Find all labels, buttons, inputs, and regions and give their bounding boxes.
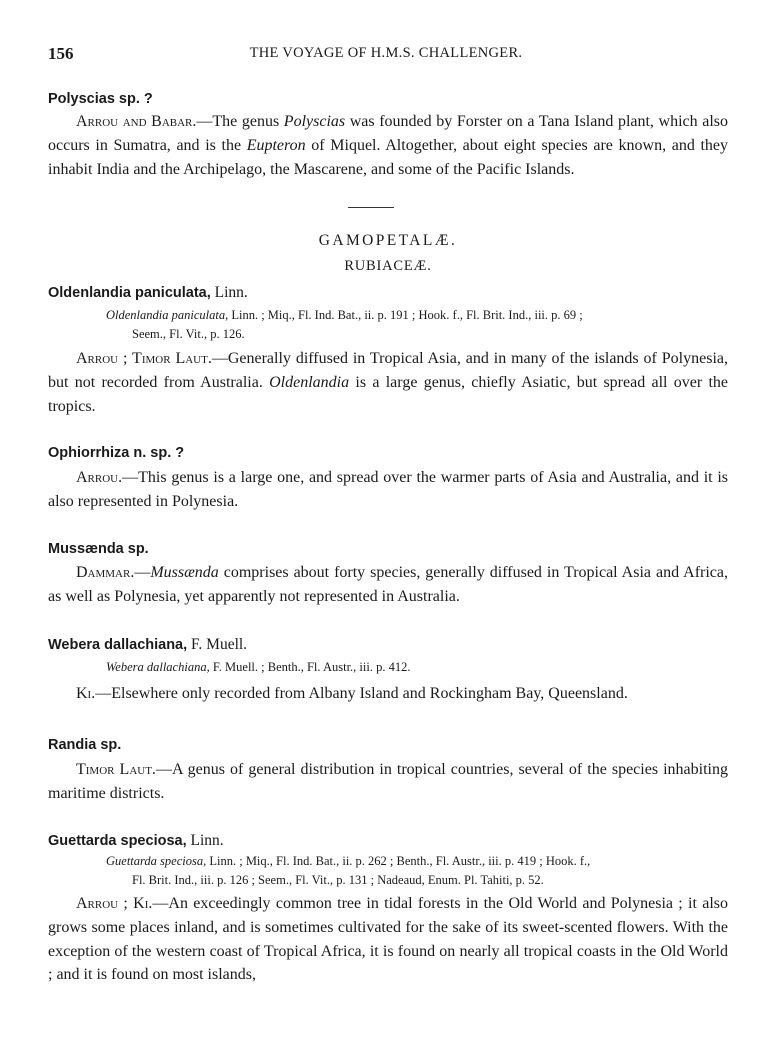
synonymy-oldenlandia: Oldenlandia paniculata, Linn. ; Miq., Fl. Ind. Bat., ii. p. 191 ; Hook. f., Fl. Brit. Ind., iii. p. 69 ; Seem., Fl. Vit., p. 126.: [106, 308, 583, 341]
paragraph-guettarda: Arrou ; Ki.—An exceedingly common tree in tidal forests in the Old World and Polynesia ; it also grows some places inland, and is sometimes cultivated for the sake of its sweet-scented flowers. With the exception of the western coast of Tropical Africa, it is found on nearly all tropical coasts in the Old World ; and it is found on most islands,: [48, 895, 728, 984]
paragraph-oldenlandia: Arrou ; Timor Laut.—Generally diffused in Tropical Asia, and in many of the islands of Polynesia, but not recorded from Australia. Oldenlandia is a large genus, chiefly Asiatic, but spread all over the tropics.: [48, 350, 729, 415]
species-heading-polyscias: Polyscias sp. ?: [48, 91, 153, 107]
running-header: [48, 44, 728, 66]
running-title: THE VOYAGE OF H.M.S. CHALLENGER.: [249, 45, 523, 61]
paragraph-mussaenda: Dammar.—Mussænda comprises about forty species, generally diffused in Tropical Asia and Africa, as well as Polynesia, yet apparently not represented in Australia.: [48, 564, 728, 605]
paragraph-ophiorrhiza: Arrou.—This genus is a large one, and spread over the warmer parts of Asia and Australia, and it is also represented in Polynesia.: [48, 469, 728, 510]
species-heading-webera: Webera dallachiana, F. Muell.: [48, 636, 248, 653]
species-heading-guettarda: Guettarda speciosa, Linn.: [48, 832, 224, 849]
synonymy-webera: Webera dallachiana, F. Muell. ; Benth., Fl. Austr., iii. p. 412.: [106, 660, 411, 674]
synonymy-guettarda: Guettarda speciosa, Linn. ; Miq., Fl. Ind. Bat., ii. p. 262 ; Benth., Fl. Austr., iii. p. 419 ; Hook. f., Fl. Brit. Ind., iii. p. 126 ; Seem., Fl. Vit., p. 131 ; Nadeaud, Enum. Pl. Tahiti, p. 52.: [106, 854, 591, 887]
species-heading-ophiorrhiza: Ophiorrhiza n. sp. ?: [48, 445, 185, 461]
family-heading: RUBIACEÆ.: [344, 258, 432, 274]
paragraph-randia: Timor Laut.—A genus of general distribution in tropical countries, several of the species inhabiting maritime districts.: [48, 761, 728, 802]
division-heading: GAMOPETALÆ.: [318, 232, 458, 249]
section-divider: [348, 207, 394, 208]
locality: Arrou and Babar.: [76, 113, 197, 130]
species-heading-randia: Randia sp.: [48, 737, 122, 753]
species-heading-mussaenda: Mussænda sp.: [48, 541, 149, 557]
species-heading-oldenlandia: Oldenlandia paniculata, Linn.: [48, 284, 248, 301]
paragraph-polyscias: Arrou and Babar.—The genus Polyscias was founded by Forster on a Tana Island plant, which also occurs in Sumatra, and is the Eupteron of Miquel. Altogether, about eight species are known, and they inhabit India and the Archipelago, the Mascarene, and some of the Pacific Islands.: [48, 113, 729, 178]
paragraph-webera: Ki.—Elsewhere only recorded from Albany Island and Rockingham Bay, Queensland.: [76, 685, 628, 702]
page-number: 156: [48, 44, 74, 63]
